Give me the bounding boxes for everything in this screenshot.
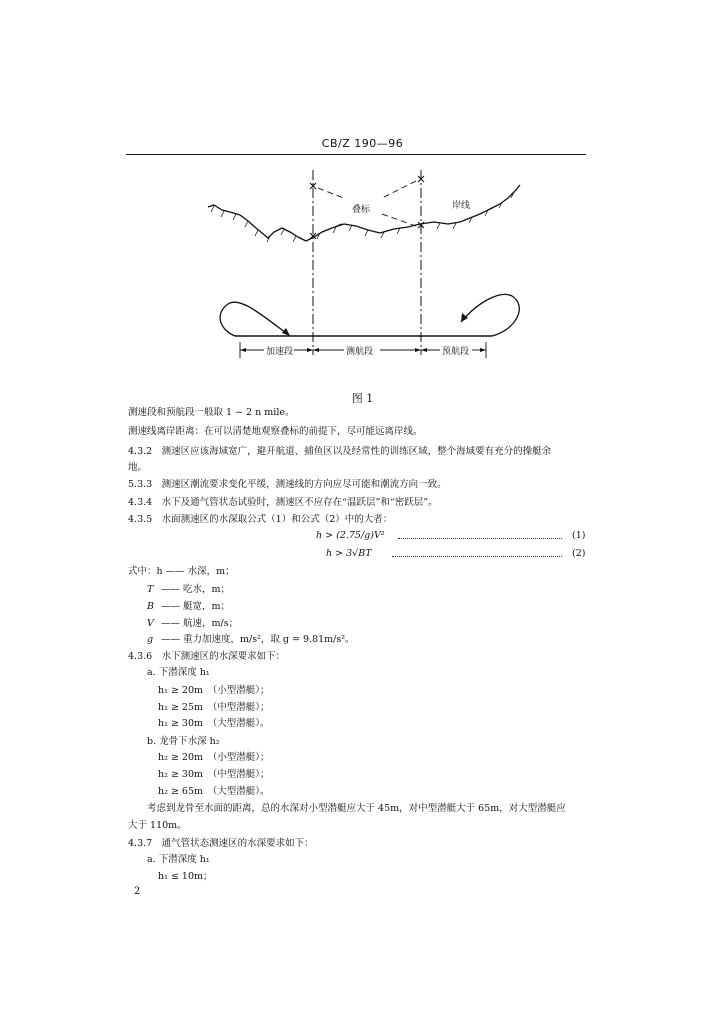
symbol: g [147,634,154,645]
where-item: g —— 重力加速度，m/s²，取 g = 9.81m/s²。 [147,634,355,645]
speed-trial-diagram [0,0,725,400]
page-header: CB/Z 190—96 [321,137,404,150]
list-item: h₁ ≥ 30m （大型潜艇）。 [158,718,270,729]
note-line: 考虑到龙骨至水面的距离，总的水深对小型潜艇应大于 45m，对中型潜艇大于 65m，对大型潜艇应 [147,803,566,814]
list-item: h₁ ≤ 10m； [158,871,213,882]
equation-leader [392,556,562,557]
text-line: 测速线离岸距离：在可以清楚地观察叠标的前提下，尽可能远离岸线。 [128,426,423,437]
subclause-a: a. 下潜深度 h₁ [147,667,210,678]
where-item: V —— 航速，m/s； [147,618,239,629]
arrowhead-left [282,328,290,336]
figure-caption: 图 1 [351,392,374,405]
list-item: h₂ ≥ 30m （中型潜艇）； [158,769,270,780]
turn-loop-right [461,294,519,336]
list-item: h₂ ≥ 20m （小型潜艇）； [158,752,270,763]
measure-segment-label: 测航段 [346,347,374,357]
equation-2-number: (2) [572,548,586,559]
note-line: 大于 110m。 [128,820,187,831]
symbol: T [147,584,154,595]
clause-4-3-2: 4.3.2 测速区应该海域宽广，避开航道、捕鱼区以及经常性的训练区域，整个海域要有充分的操艇余 [128,446,552,457]
clause-4-3-6: 4.3.6 水下测速区的水深要求如下： [128,651,286,662]
list-item: h₂ ≥ 65m （大型潜艇）。 [158,786,270,797]
list-item: h₁ ≥ 25m （中型潜艇）； [158,702,270,713]
subclause-a: a. 下潜深度 h₁ [147,854,210,865]
equation-1: h > (2.75/g)V² [316,530,385,541]
pre-segment-label: 预航段 [442,347,470,357]
shore-hatching [211,192,514,242]
text-line: 地。 [128,462,148,473]
shore-label: 岸线 [452,201,471,211]
accel-segment-label: 加速段 [266,347,294,357]
turn-loop-left [220,302,290,336]
subclause-b: b. 龙骨下水深 h₂ [147,736,220,747]
equation-1-number: (1) [572,530,586,541]
clause-4-3-4: 4.3.4 水下及通气管状态试验时，测速区不应存在“温跃层”和“密跃层”。 [128,497,438,508]
where-intro: 式中：h —— 水深，m； [128,566,235,577]
clause-4-3-5: 4.3.5 水面测速区的水深取公式（1）和公式（2）中的大者： [128,514,393,525]
clause-5-3-3: 5.3.3 测速区潮流要求变化平缓，测速线的方向应尽可能和潮流方向一致。 [128,479,447,490]
where-item: B —— 艇宽，m； [147,601,231,612]
arrowhead-right [461,313,468,322]
beacon-label: 叠标 [352,205,371,215]
clause-4-3-7: 4.3.7 通气管状态测速区的水深要求如下： [128,838,314,849]
list-item: h₁ ≥ 20m （小型潜艇）； [158,685,270,696]
page-number: 2 [134,886,141,897]
equation-leader [398,538,562,539]
text-line: 测速段和预航段一般取 1 ~ 2 n mile。 [128,407,295,418]
symbol: B [147,601,154,612]
equation-2: h > 3√BT [326,548,372,559]
where-item: T —— 吃水，m； [147,584,231,595]
symbol: V [147,618,154,629]
